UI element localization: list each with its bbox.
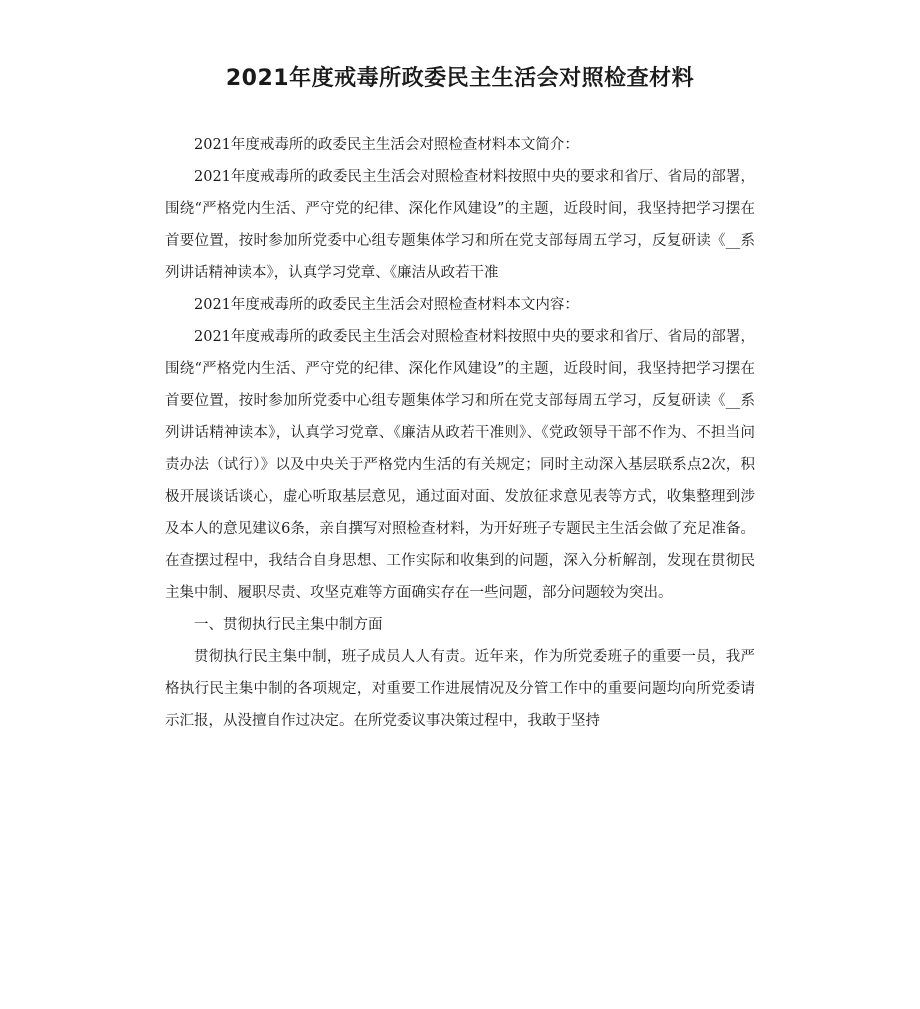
summary-paragraph: 2021年度戒毒所的政委民主生活会对照检查材料按照中央的要求和省厅、省局的部署，围绕“严格党内生活、严守党的纪律、深化作风建设”的主题，近段时间，我坚持把学习摆在首要位置，按时参加所党委中心组专题集体学习和所在党支部每周五学习，反复研读《__系列讲话精神读本》，认真学习党章、《廉洁从政若干准 xyxy=(165,169,755,281)
document-title: 2021年度戒毒所政委民主生活会对照检查材料 xyxy=(225,66,695,91)
intro-heading-paragraph: 2021年度戒毒所的政委民主生活会对照检查材料本文简介： xyxy=(194,137,579,153)
content-paragraph: 2021年度戒毒所的政委民主生活会对照检查材料按照中央的要求和省厅、省局的部署，围绕“严格党内生活、严守党的纪律、深化作风建设”的主题，近段时间，我坚持把学习摆在首要位置，按时参加所党委中心组专题集体学习和所在党支部每周五学习，反复研读《__系列讲话精神读本》，认真学习党章、《廉洁从政若干准则》、《党政领导干部不作为、不担当问责办法（试行）》以及中央关于严格党内生活的有关规定；同时主动深入基层联系点2次，积极开展谈话谈心，虚心听取基层意见，通过面对面、发放征求意见表等方式，收集整理到涉及本人的意见建议6条，亲自撰写对照检查材料，为开好班子专题民主生活会做了充足准备。在查摆过程中，我结合自身思想、工作实际和收集到的问题，深入分析解剖，发现在贯彻民主集中制、履职尽责、攻坚克难等方面确实存在一些问题，部分问题较为突出。 xyxy=(165,329,755,601)
section-paragraph: 贯彻执行民主集中制，班子成员人人有责。近年来，作为所党委班子的重要一员，我严格执行民主集中制的各项规定，对重要工作进展情况及分管工作中的重要问题均向所党委请示汇报，从没擅自作过决定。在所党委议事决策过程中，我敢于坚持 xyxy=(165,649,755,729)
content-heading-paragraph: 2021年度戒毒所的政委民主生活会对照检查材料本文内容： xyxy=(194,297,579,313)
section-heading: 一、贯彻执行民主集中制方面 xyxy=(194,617,383,633)
document-body xyxy=(165,129,755,737)
